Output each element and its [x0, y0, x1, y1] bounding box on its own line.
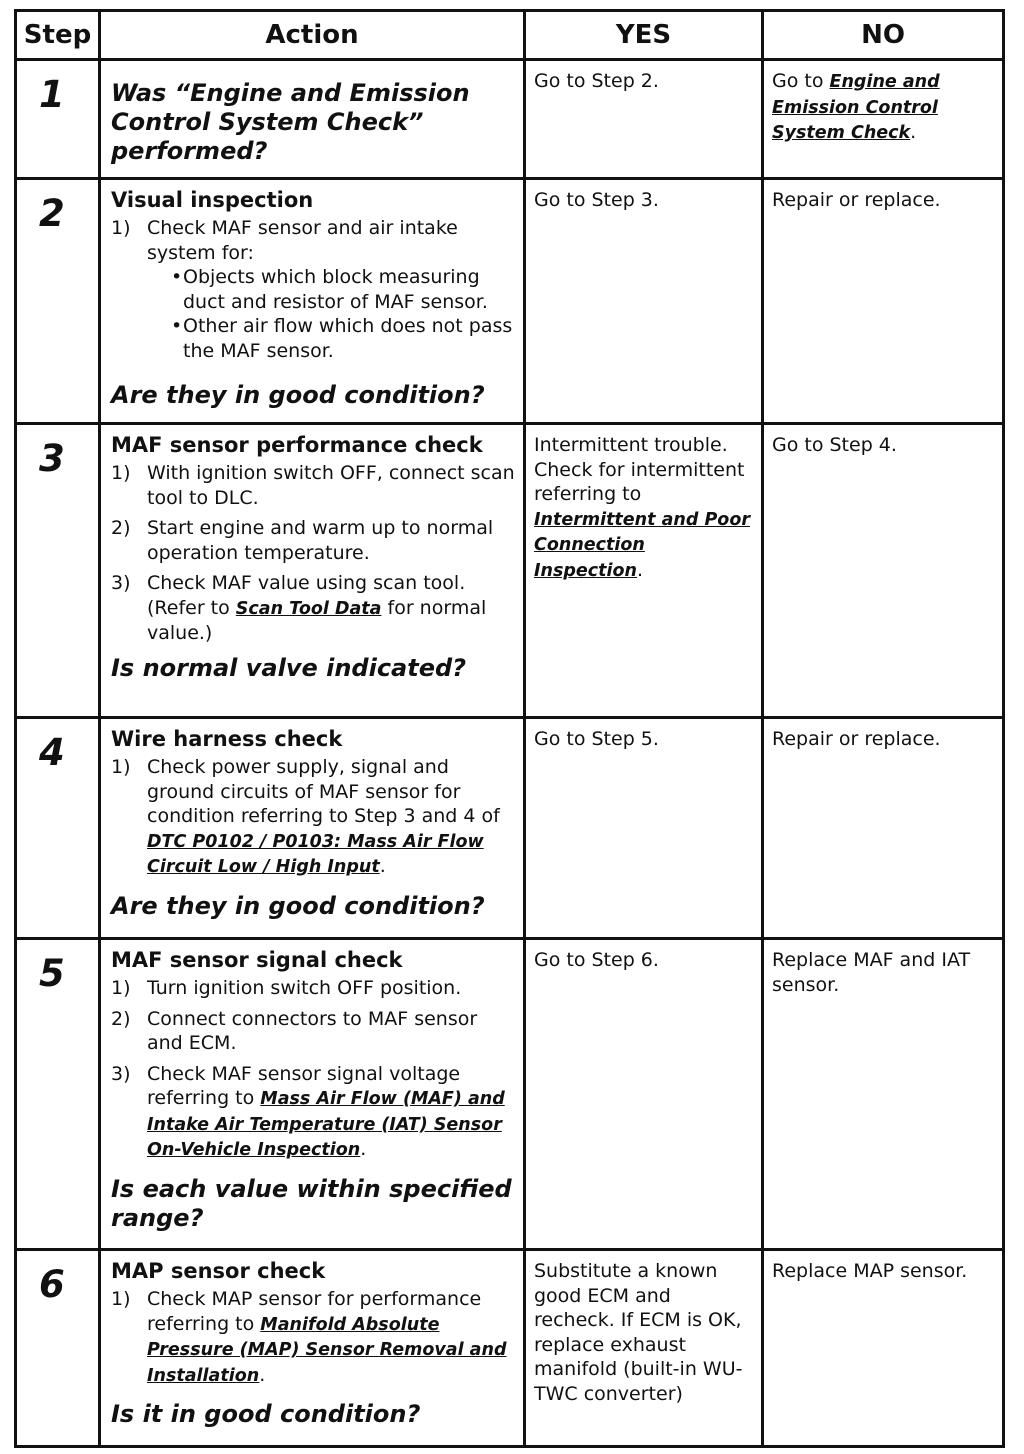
- no-cell: [763, 424, 1004, 718]
- list-number: 3): [111, 1062, 131, 1085]
- yes-text: Go to Step 3.: [534, 189, 659, 211]
- no-text: Go to Step 4.: [772, 434, 897, 456]
- no-cell: [763, 718, 1004, 939]
- step-question: Are they in good condition?: [111, 891, 485, 920]
- action-cell: [100, 424, 525, 718]
- bullet-item: •Other air flow which does not pass the MAF sensor.: [171, 315, 513, 362]
- yes-cell: [525, 60, 763, 179]
- list-note-suffix: for normal value.): [147, 596, 487, 644]
- list-text-suffix: .: [379, 855, 386, 877]
- list-item: [111, 571, 515, 646]
- list-text: With ignition switch OFF, connect scan tool to DLC.: [147, 462, 515, 509]
- action-cell: [100, 939, 525, 1250]
- step-cell: [16, 1250, 100, 1447]
- step-question: Are they in good condition?: [111, 381, 485, 409]
- step-cell: [16, 939, 100, 1250]
- yes-cell: [525, 424, 763, 718]
- table-row: [16, 1250, 1004, 1447]
- step-title: MAF sensor performance check: [111, 433, 483, 457]
- no-cell: [763, 60, 1004, 179]
- list-item: [111, 1062, 515, 1163]
- list-text-suffix: .: [360, 1138, 367, 1160]
- yes-text: Go to Step 5.: [534, 728, 659, 750]
- list-item: [111, 755, 515, 880]
- no-text: Replace MAF and IAT sensor.: [772, 949, 971, 996]
- step-question: Is normal valve indicated?: [111, 653, 467, 682]
- table-header-row: [16, 11, 1004, 60]
- step-cell: [16, 718, 100, 939]
- table-row: [16, 60, 1004, 179]
- list-item: [111, 1007, 515, 1056]
- step-number: 4: [39, 731, 65, 774]
- step-cell: [16, 60, 100, 179]
- header-yes: YES: [525, 11, 763, 60]
- list-item: [111, 516, 515, 565]
- list-text: Turn ignition switch OFF position.: [147, 977, 462, 999]
- bullet-text: Objects which block measuring duct and resistor of MAF sensor.: [183, 266, 488, 313]
- step-number: 2: [39, 192, 65, 235]
- yes-cell: [525, 179, 763, 424]
- no-text: Replace MAP sensor.: [772, 1260, 968, 1282]
- step-cell: [16, 179, 100, 424]
- no-cell: [763, 1250, 1004, 1447]
- list-text: Check MAF value using scan tool.: [147, 572, 466, 594]
- list-number: 1): [111, 756, 131, 778]
- yes-text: Intermittent trouble. Check for intermittent referring to: [534, 434, 745, 505]
- yes-text: Go to Step 2.: [534, 70, 659, 92]
- yes-text: Substitute a known good ECM and recheck. If ECM is OK, replace exhaust manifold (built-in WU-TWC converter): [534, 1260, 743, 1405]
- header-no: NO: [763, 11, 1004, 60]
- action-cell: [100, 1250, 525, 1447]
- step-number: 1: [39, 73, 65, 116]
- action-cell: [100, 179, 525, 424]
- list-note: (Refer to: [147, 596, 236, 619]
- no-text: Go to: [772, 70, 830, 92]
- yes-cell: [525, 718, 763, 939]
- no-text-suffix: .: [910, 121, 917, 143]
- action-cell: [100, 60, 525, 179]
- reference-link[interactable]: Mass Air Flow (MAF) and Intake Air Temperature (IAT) Sensor On-Vehicle Inspection: [147, 1089, 505, 1160]
- reference-link[interactable]: Scan Tool Data: [235, 598, 382, 619]
- list-text: Check MAP sensor for performance referring to: [147, 1288, 482, 1335]
- step-title: Wire harness check: [111, 727, 343, 751]
- yes-text-suffix: .: [637, 558, 644, 581]
- list-item: [111, 976, 515, 1001]
- list-number: 1): [111, 1288, 131, 1310]
- yes-cell: [525, 939, 763, 1250]
- bullet-item: •Objects which block measuring duct and resistor of MAF sensor.: [171, 266, 488, 313]
- step-title: MAF sensor signal check: [111, 948, 403, 972]
- list-item: [111, 216, 515, 363]
- list-number: 2): [111, 517, 131, 539]
- table-row: [16, 424, 1004, 718]
- no-text: Repair or replace.: [772, 728, 941, 750]
- no-text: Repair or replace.: [772, 189, 941, 211]
- list-text: Start engine and warm up to normal operation temperature.: [147, 517, 494, 564]
- list-number: 1): [111, 462, 131, 484]
- diagnostic-table: [14, 9, 1005, 1448]
- list-text: Connect connectors to MAF sensor and ECM.: [147, 1007, 478, 1054]
- no-cell: [763, 939, 1004, 1250]
- reference-link[interactable]: DTC P0102 / P0103: Mass Air Flow Circuit Low / High Input: [147, 831, 484, 877]
- step-question: Was “Engine and Emission Control System Check” performed?: [111, 79, 470, 165]
- step-number: 6: [39, 1263, 65, 1306]
- reference-link[interactable]: Engine and Emission Control System Check: [772, 72, 940, 143]
- header-action: Action: [100, 11, 525, 60]
- header-step: Step: [16, 11, 100, 60]
- list-text: Check MAF sensor and air intake system for:: [147, 217, 458, 264]
- step-title: MAP sensor check: [111, 1259, 326, 1283]
- step-question: Is it in good condition?: [111, 1400, 421, 1428]
- table-row: [16, 718, 1004, 939]
- reference-link[interactable]: Manifold Absolute Pressure (MAP) Sensor Removal and Installation: [147, 1314, 507, 1386]
- step-number: 3: [39, 437, 65, 480]
- list-text: Check power supply, signal and ground circuits of MAF sensor for condition referring to Step 3 and 4 of: [147, 756, 500, 827]
- list-number: 1): [111, 977, 131, 999]
- yes-cell: [525, 1250, 763, 1447]
- step-question: Is each value within specified range?: [111, 1174, 512, 1232]
- step-cell: [16, 424, 100, 718]
- table-row: [16, 179, 1004, 424]
- list-number: 2): [111, 1007, 131, 1030]
- list-text: Check MAF sensor signal voltage referring to: [147, 1062, 461, 1109]
- no-cell: [763, 179, 1004, 424]
- reference-link[interactable]: Intermittent and Poor Connection Inspection: [534, 509, 750, 581]
- list-item: [111, 1287, 515, 1388]
- yes-text: Go to Step 6.: [534, 949, 659, 971]
- bullet-text: Other air flow which does not pass the MAF sensor.: [183, 315, 513, 362]
- step-number: 5: [39, 952, 65, 995]
- step-title: Visual inspection: [111, 188, 314, 212]
- list-number: 1): [111, 217, 131, 239]
- action-cell: [100, 718, 525, 939]
- list-number: 3): [111, 572, 131, 594]
- list-item: [111, 461, 515, 510]
- list-text-suffix: .: [259, 1363, 266, 1386]
- table-row: [16, 939, 1004, 1250]
